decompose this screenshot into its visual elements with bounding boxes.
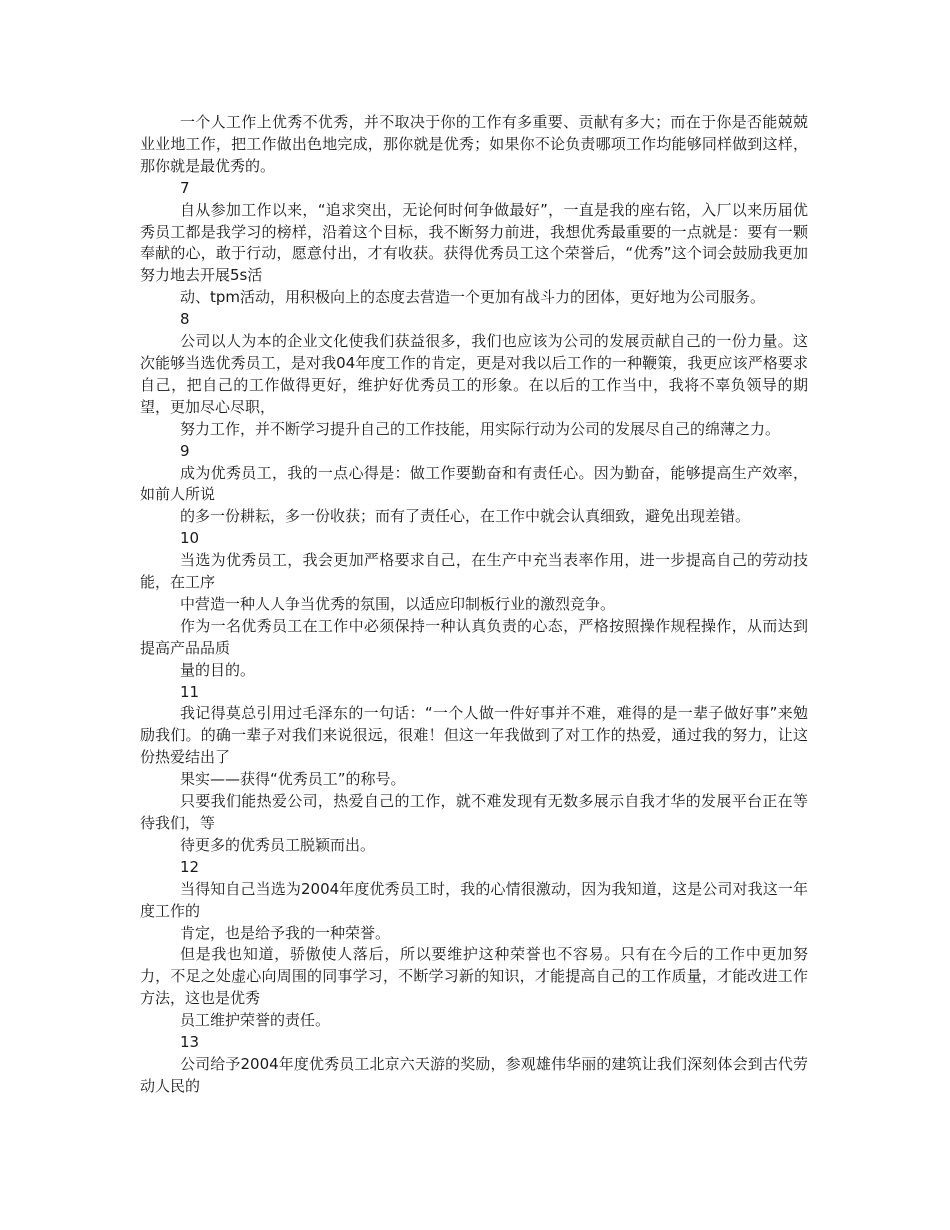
body-paragraph: 果实——获得“优秀员工”的称号。 (180, 770, 406, 789)
section-number: 9 (180, 441, 190, 460)
section-number: 10 (180, 529, 200, 548)
body-paragraph: 待更多的优秀员工脱颖而出。 (180, 835, 376, 854)
body-paragraph: 公司以人为本的企业文化使我们获益很多，我们也应该为公司的发展贡献自己的一份力量。这次能够当选优秀员工，是对我04年度工作的肯定，更是对我以后工作的一种鞭策，我更应该严格要求自己，把自己的工作做得更好，维护好优秀员工的形象。在以后的工作当中，我将不辜负领导的期望，更加尽心尽职， (140, 332, 808, 416)
section-number: 8 (180, 310, 190, 329)
body-paragraph: 一个人工作上优秀不优秀，并不取决于你的工作有多重要、贡献有多大；而在于你是否能兢兢业业地工作，把工作做出色地完成，那你就是优秀；如果你不论负责哪项工作均能够同样做到这样，那你就是最优秀的。 (140, 113, 808, 175)
body-paragraph: 当得知自己当选为2004年度优秀员工时，我的心情很激动，因为我知道，这是公司对我这一年度工作的 (140, 879, 808, 920)
body-paragraph: 当选为优秀员工，我会更加严格要求自己，在生产中充当表率作用，进一步提高自己的劳动技能，在工序 (140, 551, 808, 592)
body-paragraph: 努力工作，并不断学习提升自己的工作技能，用实际行动为公司的发展尽自己的绵薄之力。 (180, 419, 781, 438)
body-paragraph: 肯定，也是给予我的一种荣誉。 (180, 923, 391, 942)
body-paragraph: 我记得莫总引用过毛泽东的一句话：“一个人做一件好事并不难，难得的是一辈子做好事”来勉励我们。的确一辈子对我们来说很远，很难！但这一年我做到了对工作的热爱，通过我的努力，让这份热爱结出了 (140, 704, 808, 767)
body-paragraph: 但是我也知道，骄傲使人落后，所以要维护这种荣誉也不容易。只有在今后的工作中更加努力，不足之处虚心向周围的同事学习，不断学习新的知识，才能提高自己的工作质量，才能改进工作方法，这也是优秀 (140, 945, 808, 1008)
section-number: 7 (180, 178, 190, 197)
body-paragraph: 员工维护荣誉的责任。 (180, 1011, 331, 1030)
body-paragraph: 作为一名优秀员工在工作中必须保持一种认真负责的心态，严格按照操作规程操作，从而达到提高产品品质 (140, 616, 808, 657)
section-number: 13 (180, 1033, 200, 1052)
body-paragraph: 中营造一种人人争当优秀的氛围，以适应印制板行业的激烈竞争。 (180, 594, 616, 613)
document-body (140, 112, 808, 1098)
body-paragraph: 公司给予2004年度优秀员工北京六天游的奖励，参观雄伟华丽的建筑让我们深刻体会到古代劳动人民的 (140, 1054, 808, 1095)
body-paragraph: 的多一份耕耘，多一份收获；而有了责任心，在工作中就会认真细致，避免出现差错。 (180, 507, 751, 526)
body-paragraph: 成为优秀员工，我的一点心得是：做工作要勤奋和有责任心。因为勤奋，能够提高生产效率，如前人所说 (140, 463, 808, 504)
section-number: 11 (180, 682, 200, 701)
section-number: 12 (180, 857, 200, 876)
body-paragraph: 动、tpm活动，用积极向上的态度去营造一个更加有战斗力的团体，更好地为公司服务。 (180, 288, 766, 307)
body-paragraph: 自从参加工作以来，“追求突出，无论何时何争做最好”，一直是我的座右铭，入厂以来历届优秀员工都是我学习的榜样，沿着这个目标，我不断努力前进，我想优秀最重要的一点就是：要有一颗奉献的心，敢于行动，愿意付出，才有收获。获得优秀员工这个荣誉后，“优秀”这个词会鼓励我更加努力地去开展5s活 (140, 200, 808, 285)
body-paragraph: 量的目的。 (180, 660, 256, 679)
body-paragraph: 只要我们能热爱公司，热爱自己的工作，就不难发现有无数多展示自我才华的发展平台正在等待我们，等 (140, 792, 808, 832)
